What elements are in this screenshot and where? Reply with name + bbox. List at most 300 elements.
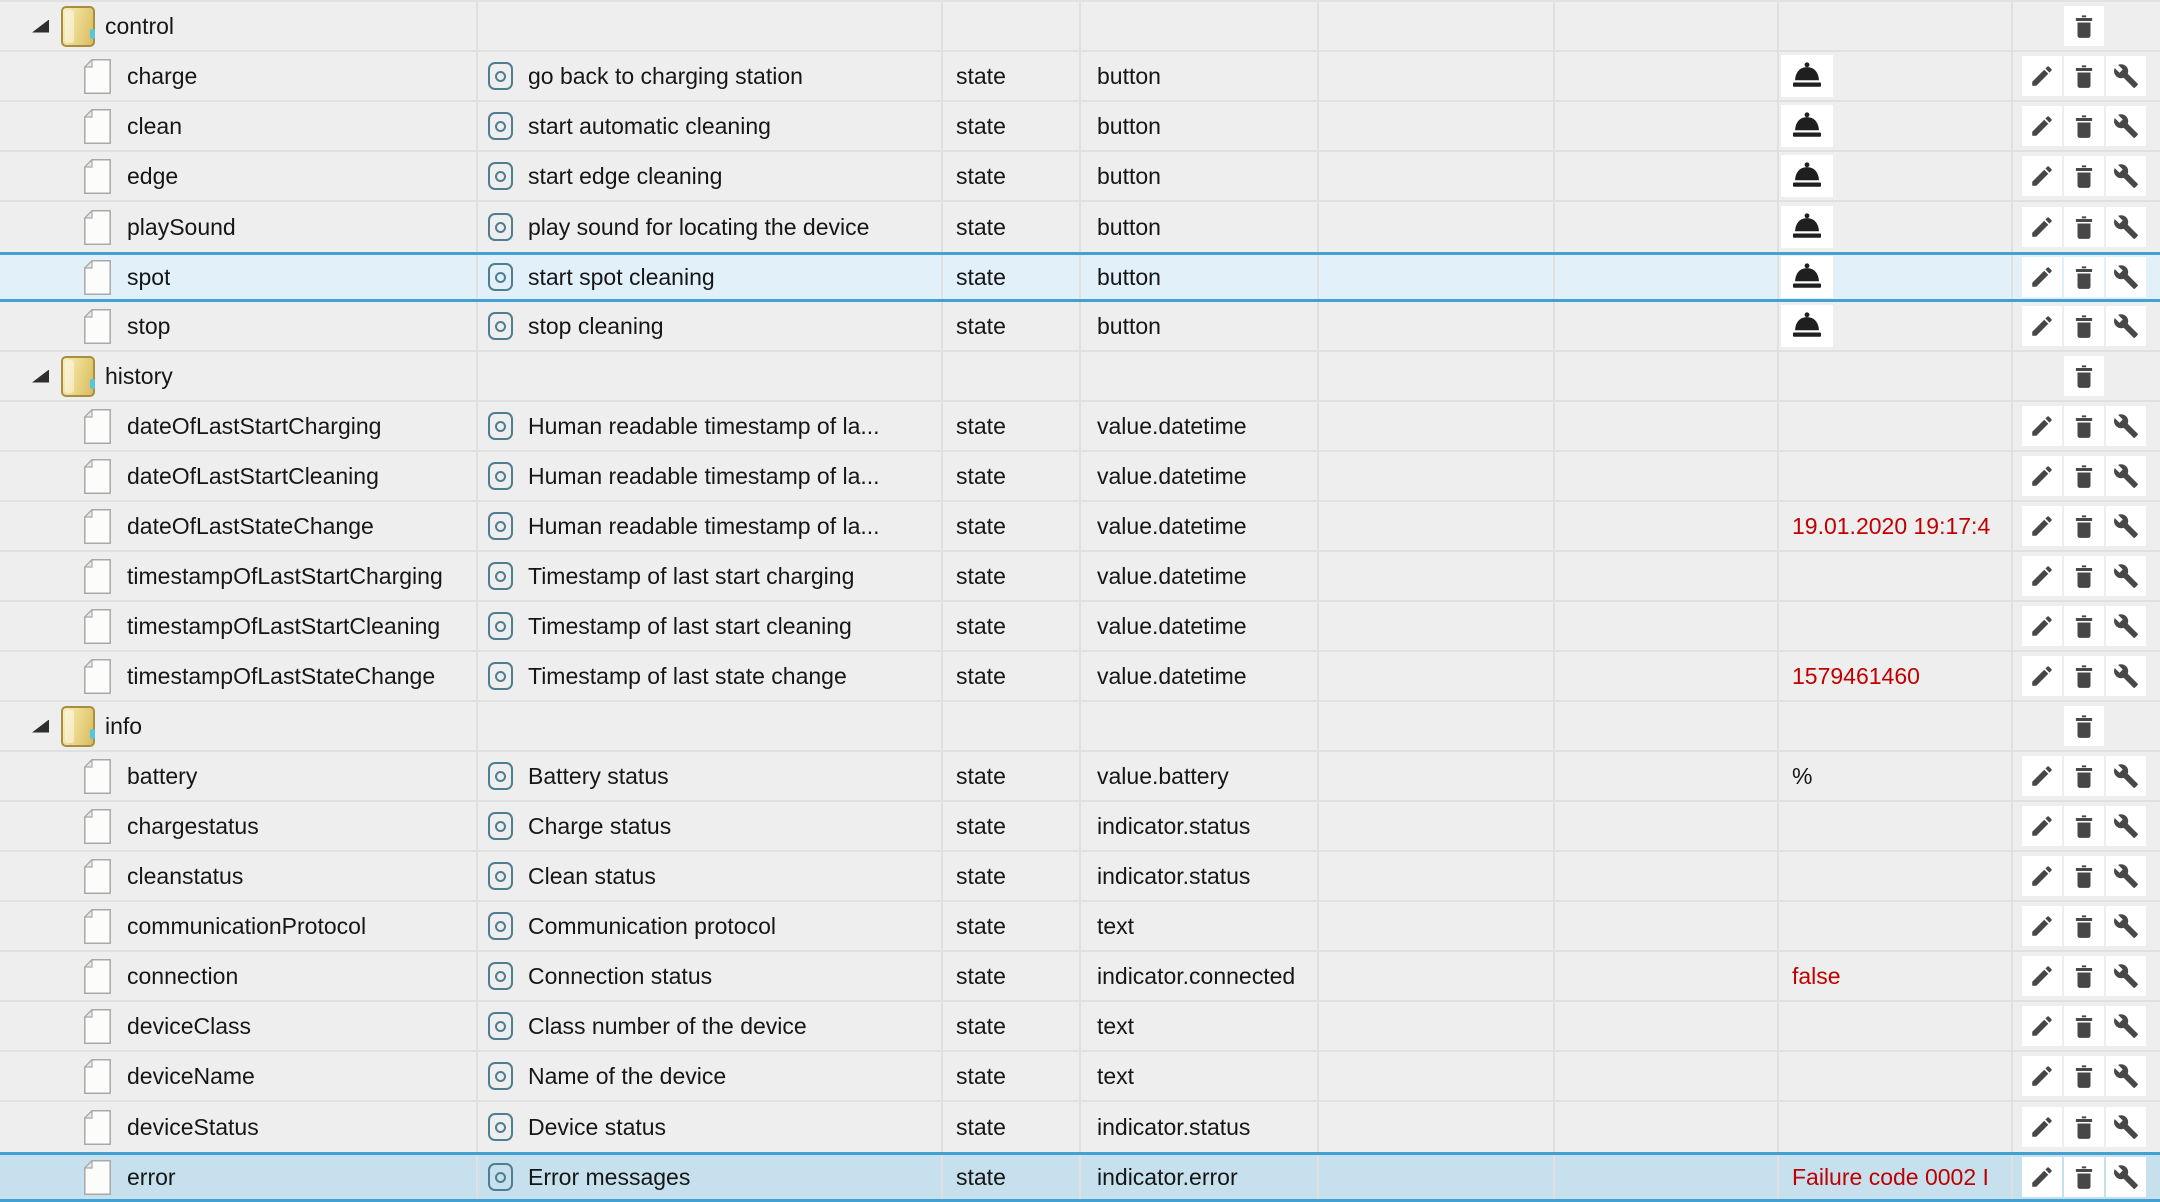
delete-object-button[interactable] [2064, 156, 2104, 196]
state-row-stop[interactable] [0, 302, 2160, 352]
object-id-label: deviceName [127, 1062, 255, 1089]
object-role-label: value.datetime [1097, 612, 1247, 639]
object-room-cell [1319, 802, 1555, 850]
delete-object-button[interactable] [2064, 207, 2104, 247]
object-value-cell [1779, 2, 2013, 50]
press-value-button[interactable] [1781, 55, 1833, 97]
object-id-label: connection [127, 962, 239, 989]
delete-object-button[interactable] [2064, 756, 2104, 796]
state-object-icon [488, 512, 513, 540]
custom-settings-button[interactable] [2106, 1107, 2146, 1147]
object-actions-cell [2013, 752, 2160, 800]
delete-object-button[interactable] [2064, 1006, 2104, 1046]
object-function-cell [1555, 255, 1779, 299]
object-actions-cell [2013, 902, 2160, 950]
object-room-cell [1319, 1155, 1555, 1199]
state-object-icon-dot [495, 621, 506, 632]
delete-object-button[interactable] [2064, 556, 2104, 596]
pencil-icon [2029, 963, 2055, 989]
empty-action-slot [2022, 356, 2062, 396]
wrench-icon [2113, 913, 2139, 939]
press-button-icon [1791, 62, 1823, 90]
file-icon [84, 409, 111, 444]
state-row-timestampOfLastStartCleaning[interactable] [0, 602, 2160, 652]
custom-settings-button[interactable] [2106, 856, 2146, 896]
object-id-label: timestampOfLastStateChange [127, 662, 436, 689]
press-value-button[interactable] [1781, 206, 1833, 248]
edit-object-button[interactable] [2022, 156, 2062, 196]
file-icon [84, 1110, 111, 1145]
object-room-cell [1319, 752, 1555, 800]
object-description-label: Charge status [528, 812, 672, 839]
object-id-label: stop [127, 312, 171, 339]
delete-object-button[interactable] [2064, 706, 2104, 746]
file-icon [84, 609, 111, 644]
object-value-cell [1779, 402, 2013, 450]
edit-object-button[interactable] [2022, 506, 2062, 546]
object-role-label: text [1097, 912, 1135, 939]
object-function-cell [1555, 2, 1779, 50]
folder-icon [61, 706, 95, 747]
delete-object-button[interactable] [2064, 506, 2104, 546]
object-description-label: play sound for locating the device [528, 213, 870, 240]
state-object-icon [488, 562, 513, 590]
object-type-cell [943, 452, 1081, 500]
object-id-cell [0, 1155, 478, 1199]
object-value-cell [1779, 1002, 2013, 1050]
custom-settings-button[interactable] [2106, 956, 2146, 996]
object-role-label: indicator.error [1097, 1163, 1238, 1190]
file-icon [84, 559, 111, 594]
object-room-cell [1319, 602, 1555, 650]
file-icon [84, 809, 111, 844]
state-row-deviceName[interactable] [0, 1052, 2160, 1102]
object-actions-cell [2013, 552, 2160, 600]
pencil-icon [2029, 264, 2055, 290]
object-type-cell [943, 752, 1081, 800]
object-role-label: indicator.status [1097, 812, 1251, 839]
custom-settings-button[interactable] [2106, 306, 2146, 346]
state-object-icon-dot [495, 871, 506, 882]
edit-object-button[interactable] [2022, 406, 2062, 446]
object-description-cell [478, 52, 943, 100]
object-role-cell [1081, 152, 1319, 200]
press-button-icon [1791, 263, 1823, 291]
wrench-icon [2113, 413, 2139, 439]
object-actions-cell [2013, 802, 2160, 850]
file-icon [84, 109, 111, 144]
edit-object-button[interactable] [2022, 906, 2062, 946]
object-id-label: timestampOfLastStartCharging [127, 562, 443, 589]
wrench-icon [2113, 1164, 2139, 1190]
delete-object-button[interactable] [2064, 656, 2104, 696]
state-object-icon [488, 213, 513, 241]
custom-settings-button[interactable] [2106, 606, 2146, 646]
state-row-clean[interactable] [0, 102, 2160, 152]
object-description-label: Human readable timestamp of la... [528, 512, 880, 539]
object-id-label: info [105, 712, 143, 739]
press-button-icon [1791, 162, 1823, 190]
edit-object-button[interactable] [2022, 456, 2062, 496]
wrench-icon [2113, 214, 2139, 240]
state-row-connection[interactable] [0, 952, 2160, 1002]
edit-object-button[interactable] [2022, 1056, 2062, 1096]
object-value-cell [1779, 102, 2013, 150]
object-id-cell [0, 952, 478, 1000]
edit-object-button[interactable] [2022, 257, 2062, 297]
file-icon [84, 459, 111, 494]
object-description-label: Name of the device [528, 1062, 727, 1089]
pencil-icon [2029, 413, 2055, 439]
object-description-label: start automatic cleaning [528, 112, 771, 139]
object-id-cell [0, 302, 478, 350]
state-row-battery[interactable] [0, 752, 2160, 802]
delete-object-button[interactable] [2064, 956, 2104, 996]
object-actions-cell [2013, 502, 2160, 550]
state-row-timestampOfLastStartCharging[interactable] [0, 552, 2160, 602]
press-value-button[interactable] [1781, 305, 1833, 347]
delete-object-button[interactable] [2064, 806, 2104, 846]
custom-settings-button[interactable] [2106, 756, 2146, 796]
edit-object-button[interactable] [2022, 556, 2062, 596]
object-room-cell [1319, 102, 1555, 150]
object-value-cell [1779, 152, 2013, 200]
state-row-dateOfLastStateChange[interactable] [0, 502, 2160, 552]
object-role-cell [1081, 202, 1319, 252]
custom-settings-button[interactable] [2106, 906, 2146, 946]
object-role-cell [1081, 602, 1319, 650]
state-object-icon-dot [495, 1021, 506, 1032]
delete-object-button[interactable] [2064, 56, 2104, 96]
trash-icon [2071, 513, 2097, 539]
object-id-cell [0, 1002, 478, 1050]
object-value-cell [1779, 302, 2013, 350]
state-object-icon-dot [495, 921, 506, 932]
press-button-icon [1791, 112, 1823, 140]
state-object-icon-dot [495, 671, 506, 682]
wrench-icon [2113, 63, 2139, 89]
object-actions-cell [2013, 852, 2160, 900]
object-actions-cell [2013, 652, 2160, 700]
object-type-cell [943, 152, 1081, 200]
folder-row-history[interactable] [0, 352, 2160, 402]
expander-collapse-icon[interactable] [32, 20, 49, 33]
state-object-icon-dot [495, 272, 506, 283]
edit-object-button[interactable] [2022, 1006, 2062, 1046]
edit-object-button[interactable] [2022, 306, 2062, 346]
file-icon [84, 159, 111, 194]
object-description-cell [478, 1002, 943, 1050]
object-type-cell [943, 202, 1081, 252]
object-role-cell [1081, 852, 1319, 900]
delete-object-button[interactable] [2064, 106, 2104, 146]
object-role-cell [1081, 302, 1319, 350]
delete-object-button[interactable] [2064, 856, 2104, 896]
object-actions-cell [2013, 452, 2160, 500]
trash-icon [2071, 363, 2097, 389]
object-room-cell [1319, 652, 1555, 700]
wrench-icon [2113, 163, 2139, 189]
custom-settings-button[interactable] [2106, 406, 2146, 446]
trash-icon [2071, 63, 2097, 89]
press-value-button[interactable] [1781, 256, 1833, 298]
delete-object-button[interactable] [2064, 406, 2104, 446]
object-type-label: state [956, 312, 1006, 339]
object-description-label: Battery status [528, 762, 669, 789]
object-value-cell [1779, 902, 2013, 950]
object-role-cell [1081, 1002, 1319, 1050]
state-row-communicationProtocol[interactable] [0, 902, 2160, 952]
state-object-icon [488, 162, 513, 190]
object-type-cell [943, 1102, 1081, 1152]
object-role-label: button [1097, 162, 1161, 189]
object-description-cell [478, 255, 943, 299]
object-value-cell [1779, 52, 2013, 100]
object-role-cell [1081, 255, 1319, 299]
wrench-icon [2113, 1114, 2139, 1140]
pencil-icon [2029, 1063, 2055, 1089]
pencil-icon [2029, 763, 2055, 789]
trash-icon [2071, 563, 2097, 589]
custom-settings-button[interactable] [2106, 506, 2146, 546]
pencil-icon [2029, 313, 2055, 339]
object-role-cell [1081, 2, 1319, 50]
file-icon [84, 509, 111, 544]
object-type-cell [943, 702, 1081, 750]
object-value-label: % [1792, 762, 1813, 789]
state-row-charge[interactable] [0, 52, 2160, 102]
object-description-cell [478, 852, 943, 900]
custom-settings-button[interactable] [2106, 456, 2146, 496]
state-object-icon [488, 263, 513, 291]
trash-icon [2071, 663, 2097, 689]
state-row-dateOfLastStartCleaning[interactable] [0, 452, 2160, 502]
delete-object-button[interactable] [2064, 257, 2104, 297]
state-row-chargestatus[interactable] [0, 802, 2160, 852]
object-description-cell [478, 152, 943, 200]
edit-object-button[interactable] [2022, 1107, 2062, 1147]
object-type-label: state [956, 762, 1006, 789]
state-object-icon-dot [495, 321, 506, 332]
edit-object-button[interactable] [2022, 956, 2062, 996]
delete-object-button[interactable] [2064, 306, 2104, 346]
object-room-cell [1319, 302, 1555, 350]
edit-object-button[interactable] [2022, 606, 2062, 646]
empty-action-slot [2106, 6, 2146, 46]
object-id-cell [0, 2, 478, 50]
object-value-cell [1779, 1155, 2013, 1199]
pencil-icon [2029, 613, 2055, 639]
delete-object-button[interactable] [2064, 1056, 2104, 1096]
custom-settings-button[interactable] [2106, 806, 2146, 846]
object-role-label: value.datetime [1097, 412, 1247, 439]
object-role-label: button [1097, 112, 1161, 139]
object-type-label: state [956, 862, 1006, 889]
object-room-cell [1319, 202, 1555, 252]
state-object-icon [488, 862, 513, 890]
object-id-cell [0, 902, 478, 950]
file-icon [84, 59, 111, 94]
state-object-icon [488, 1012, 513, 1040]
object-type-label: state [956, 612, 1006, 639]
object-role-cell [1081, 1102, 1319, 1152]
object-role-cell [1081, 752, 1319, 800]
state-object-icon-dot [495, 1122, 506, 1133]
empty-action-slot [2106, 706, 2146, 746]
object-type-cell [943, 1155, 1081, 1199]
object-function-cell [1555, 202, 1779, 252]
state-row-spot[interactable] [0, 252, 2160, 302]
press-value-button[interactable] [1781, 155, 1833, 197]
object-id-label: history [105, 362, 173, 389]
object-value-label: 19.01.2020 19:17:4 [1792, 512, 1991, 539]
state-row-edge[interactable] [0, 152, 2160, 202]
object-id-cell [0, 452, 478, 500]
delete-object-button[interactable] [2064, 606, 2104, 646]
edit-object-button[interactable] [2022, 656, 2062, 696]
state-row-error[interactable] [0, 1152, 2160, 1202]
pencil-icon [2029, 113, 2055, 139]
pencil-icon [2029, 1114, 2055, 1140]
state-row-deviceStatus[interactable] [0, 1102, 2160, 1152]
object-type-label: state [956, 812, 1006, 839]
wrench-icon [2113, 264, 2139, 290]
object-actions-cell [2013, 952, 2160, 1000]
custom-settings-button[interactable] [2106, 656, 2146, 696]
wrench-icon [2113, 513, 2139, 539]
state-object-icon-dot [495, 771, 506, 782]
object-role-cell [1081, 502, 1319, 550]
object-id-label: timestampOfLastStartCleaning [127, 612, 441, 639]
object-role-cell [1081, 402, 1319, 450]
custom-settings-button[interactable] [2106, 106, 2146, 146]
state-row-deviceClass[interactable] [0, 1002, 2160, 1052]
object-id-cell [0, 702, 478, 750]
object-type-cell [943, 302, 1081, 350]
edit-object-button[interactable] [2022, 806, 2062, 846]
custom-settings-button[interactable] [2106, 56, 2146, 96]
custom-settings-button[interactable] [2106, 156, 2146, 196]
edit-object-button[interactable] [2022, 207, 2062, 247]
folder-row-control[interactable] [0, 2, 2160, 52]
trash-icon [2071, 963, 2097, 989]
delete-object-button[interactable] [2064, 1107, 2104, 1147]
object-function-cell [1555, 702, 1779, 750]
object-role-label: indicator.status [1097, 1113, 1251, 1140]
object-actions-cell [2013, 1052, 2160, 1100]
file-icon [84, 859, 111, 894]
press-value-button[interactable] [1781, 105, 1833, 147]
custom-settings-button[interactable] [2106, 257, 2146, 297]
object-role-cell [1081, 52, 1319, 100]
custom-settings-button[interactable] [2106, 207, 2146, 247]
edit-object-button[interactable] [2022, 106, 2062, 146]
object-id-label: spot [127, 263, 171, 290]
object-role-label: value.battery [1097, 762, 1229, 789]
object-room-cell [1319, 952, 1555, 1000]
object-type-cell [943, 2, 1081, 50]
object-room-cell [1319, 1052, 1555, 1100]
wrench-icon [2113, 1013, 2139, 1039]
object-room-cell [1319, 452, 1555, 500]
state-object-icon [488, 1163, 513, 1191]
edit-object-button[interactable] [2022, 1157, 2062, 1197]
object-description-cell [478, 102, 943, 150]
object-actions-cell [2013, 2, 2160, 50]
object-room-cell [1319, 2, 1555, 50]
object-description-cell [478, 1102, 943, 1152]
expander-collapse-icon[interactable] [32, 370, 49, 383]
object-description-label: Connection status [528, 962, 713, 989]
empty-action-slot [2106, 356, 2146, 396]
object-room-cell [1319, 1102, 1555, 1152]
object-description-cell [478, 402, 943, 450]
delete-object-button[interactable] [2064, 456, 2104, 496]
file-icon [84, 1059, 111, 1094]
file-icon [84, 659, 111, 694]
object-function-cell [1555, 52, 1779, 100]
object-actions-cell [2013, 1155, 2160, 1199]
object-id-label: dateOfLastStateChange [127, 512, 374, 539]
state-row-playSound[interactable] [0, 202, 2160, 252]
object-type-label: state [956, 962, 1006, 989]
state-row-dateOfLastStartCharging[interactable] [0, 402, 2160, 452]
trash-icon [2071, 13, 2097, 39]
state-object-icon [488, 662, 513, 690]
trash-icon [2071, 913, 2097, 939]
state-object-icon-dot [495, 222, 506, 233]
state-row-timestampOfLastStateChange[interactable] [0, 652, 2160, 702]
delete-object-button[interactable] [2064, 1157, 2104, 1197]
delete-object-button[interactable] [2064, 356, 2104, 396]
object-role-cell [1081, 652, 1319, 700]
folder-row-info[interactable] [0, 702, 2160, 752]
pencil-icon [2029, 214, 2055, 240]
custom-settings-button[interactable] [2106, 556, 2146, 596]
expander-collapse-icon[interactable] [32, 720, 49, 733]
object-type-label: state [956, 562, 1006, 589]
object-role-label: value.datetime [1097, 662, 1247, 689]
object-actions-cell [2013, 702, 2160, 750]
custom-settings-button[interactable] [2106, 1006, 2146, 1046]
edit-object-button[interactable] [2022, 756, 2062, 796]
file-icon [84, 1009, 111, 1044]
object-value-cell [1779, 802, 2013, 850]
object-role-cell [1081, 102, 1319, 150]
edit-object-button[interactable] [2022, 56, 2062, 96]
object-id-label: error [127, 1163, 176, 1190]
edit-object-button[interactable] [2022, 856, 2062, 896]
state-object-icon-dot [495, 571, 506, 582]
object-value-cell [1779, 752, 2013, 800]
object-type-cell [943, 602, 1081, 650]
object-role-label: button [1097, 62, 1161, 89]
delete-object-button[interactable] [2064, 6, 2104, 46]
state-row-cleanstatus[interactable] [0, 852, 2160, 902]
object-type-cell [943, 902, 1081, 950]
custom-settings-button[interactable] [2106, 1056, 2146, 1096]
object-actions-cell [2013, 255, 2160, 299]
object-role-label: button [1097, 213, 1161, 240]
object-description-label: Timestamp of last state change [528, 662, 847, 689]
delete-object-button[interactable] [2064, 906, 2104, 946]
trash-icon [2071, 763, 2097, 789]
object-role-label: value.datetime [1097, 512, 1247, 539]
object-id-label: control [105, 12, 175, 39]
custom-settings-button[interactable] [2106, 1157, 2146, 1197]
file-icon [84, 260, 111, 295]
object-value-cell [1779, 952, 2013, 1000]
